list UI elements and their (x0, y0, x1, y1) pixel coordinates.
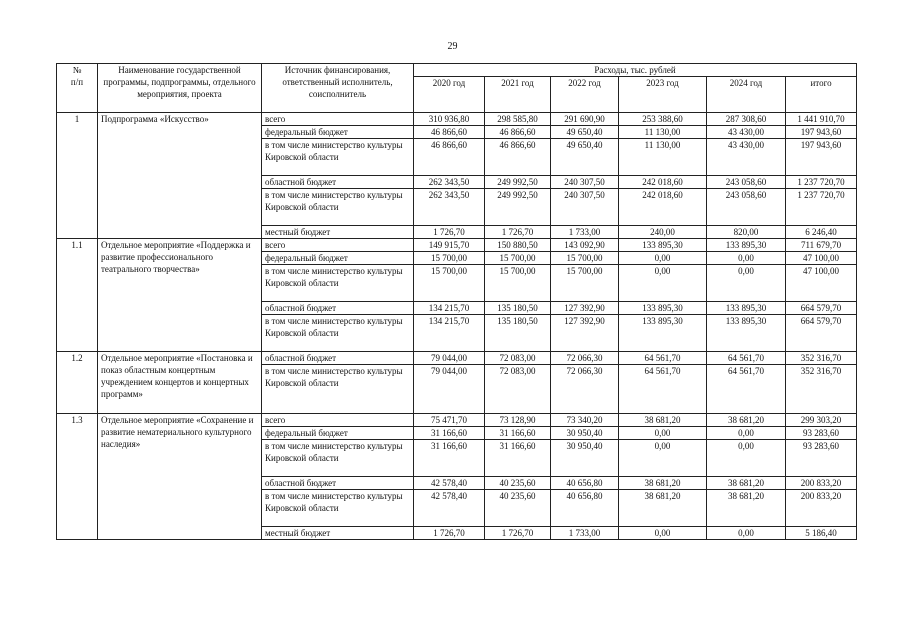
year-value: 73 340,20 (551, 414, 619, 427)
year-value: 64 561,70 (619, 352, 707, 365)
year-value: 15 700,00 (551, 252, 619, 265)
funding-source: в том числе министерство культуры Кировской области (262, 365, 414, 414)
year-value: 1 733,00 (551, 226, 619, 239)
table-row (57, 239, 857, 252)
section-index: 1.2 (57, 352, 98, 414)
year-value: 127 392,90 (551, 302, 619, 315)
total-value: 1 237 720,70 (786, 189, 857, 226)
year-value: 42 578,40 (414, 477, 485, 490)
total-value: 197 943,60 (786, 126, 857, 139)
header-total: итого (786, 77, 857, 113)
section-index: 1.3 (57, 414, 98, 540)
header-row (57, 64, 857, 77)
year-value: 31 166,60 (485, 427, 551, 440)
year-value: 15 700,00 (414, 265, 485, 302)
year-value: 243 058,60 (707, 176, 786, 189)
total-value: 1 237 720,70 (786, 176, 857, 189)
year-value: 298 585,80 (485, 113, 551, 126)
year-value: 1 726,70 (485, 527, 551, 540)
year-value: 133 895,30 (707, 302, 786, 315)
year-value: 240 307,50 (551, 176, 619, 189)
total-value: 200 833,20 (786, 477, 857, 490)
year-value: 11 130,00 (619, 139, 707, 176)
table-body (57, 113, 857, 540)
year-value: 310 936,80 (414, 113, 485, 126)
total-value: 1 441 910,70 (786, 113, 857, 126)
year-value: 64 561,70 (707, 352, 786, 365)
year-value: 38 681,20 (707, 490, 786, 527)
funding-source: федеральный бюджет (262, 427, 414, 440)
funding-source: в том числе министерство культуры Кировской области (262, 265, 414, 302)
year-value: 133 895,30 (707, 315, 786, 352)
year-value: 0,00 (707, 265, 786, 302)
year-value: 0,00 (619, 265, 707, 302)
year-value: 72 083,00 (485, 352, 551, 365)
year-value: 0,00 (707, 252, 786, 265)
year-value: 0,00 (707, 427, 786, 440)
year-value: 42 578,40 (414, 490, 485, 527)
total-value: 6 246,40 (786, 226, 857, 239)
year-value: 0,00 (619, 440, 707, 477)
year-value: 38 681,20 (619, 490, 707, 527)
year-value: 127 392,90 (551, 315, 619, 352)
year-value: 64 561,70 (707, 365, 786, 414)
year-value: 133 895,30 (707, 239, 786, 252)
year-value: 38 681,20 (619, 414, 707, 427)
year-value: 1 726,70 (414, 527, 485, 540)
year-value: 135 180,50 (485, 302, 551, 315)
year-value: 64 561,70 (619, 365, 707, 414)
year-value: 249 992,50 (485, 176, 551, 189)
year-value: 40 235,60 (485, 490, 551, 527)
year-value: 49 650,40 (551, 139, 619, 176)
funding-source: в том числе министерство культуры Кировской области (262, 139, 414, 176)
year-value: 133 895,30 (619, 315, 707, 352)
section-index: 1.1 (57, 239, 98, 352)
header-expenses: Расходы, тыс. рублей (414, 64, 857, 77)
year-value: 240 307,50 (551, 189, 619, 226)
total-value: 200 833,20 (786, 490, 857, 527)
funding-source: областной бюджет (262, 302, 414, 315)
year-value: 1 726,70 (414, 226, 485, 239)
year-value: 72 066,30 (551, 352, 619, 365)
table-row (57, 352, 857, 365)
funding-source: областной бюджет (262, 477, 414, 490)
year-value: 72 066,30 (551, 365, 619, 414)
year-value: 135 180,50 (485, 315, 551, 352)
year-value: 240,00 (619, 226, 707, 239)
year-value: 242 018,60 (619, 189, 707, 226)
year-value: 31 166,60 (485, 440, 551, 477)
funding-source: федеральный бюджет (262, 126, 414, 139)
total-value: 93 283,60 (786, 440, 857, 477)
funding-source: местный бюджет (262, 226, 414, 239)
year-value: 133 895,30 (619, 302, 707, 315)
year-value: 49 650,40 (551, 126, 619, 139)
year-value: 133 895,30 (619, 239, 707, 252)
year-value: 249 992,50 (485, 189, 551, 226)
total-value: 352 316,70 (786, 365, 857, 414)
funding-source: в том числе министерство культуры Кировской области (262, 440, 414, 477)
year-value: 243 058,60 (707, 189, 786, 226)
header-name: Наименование государственной программы, подпрограммы, отдельного мероприятия, проекта (98, 64, 262, 113)
year-value: 15 700,00 (485, 265, 551, 302)
funding-source: в том числе министерство культуры Кировской области (262, 189, 414, 226)
year-value: 0,00 (619, 427, 707, 440)
year-value: 46 866,60 (485, 139, 551, 176)
total-value: 299 303,20 (786, 414, 857, 427)
section-name: Отдельное мероприятие «Сохранение и развитие нематериального культурного наследия» (98, 414, 262, 540)
funding-source: областной бюджет (262, 176, 414, 189)
header-year: 2021 год (485, 77, 551, 113)
year-value: 79 044,00 (414, 365, 485, 414)
year-value: 30 950,40 (551, 427, 619, 440)
section-name: Отдельное мероприятие «Поддержка и развитие профессионального театрального творчества» (98, 239, 262, 352)
year-value: 38 681,20 (707, 414, 786, 427)
year-value: 1 726,70 (485, 226, 551, 239)
year-value: 31 166,60 (414, 440, 485, 477)
year-value: 287 308,60 (707, 113, 786, 126)
year-value: 73 128,90 (485, 414, 551, 427)
year-value: 43 430,00 (707, 139, 786, 176)
total-value: 664 579,70 (786, 302, 857, 315)
year-value: 253 388,60 (619, 113, 707, 126)
year-value: 149 915,70 (414, 239, 485, 252)
header-year: 2023 год (619, 77, 707, 113)
year-value: 15 700,00 (414, 252, 485, 265)
table-row (57, 414, 857, 427)
year-value: 242 018,60 (619, 176, 707, 189)
year-value: 30 950,40 (551, 440, 619, 477)
total-value: 47 100,00 (786, 265, 857, 302)
year-value: 40 656,80 (551, 490, 619, 527)
total-value: 664 579,70 (786, 315, 857, 352)
year-value: 72 083,00 (485, 365, 551, 414)
funding-source: в том числе министерство культуры Кировской области (262, 315, 414, 352)
year-value: 0,00 (707, 527, 786, 540)
year-value: 79 044,00 (414, 352, 485, 365)
page-number: 29 (447, 41, 458, 52)
table-row (57, 113, 857, 126)
year-value: 31 166,60 (414, 427, 485, 440)
year-value: 40 235,60 (485, 477, 551, 490)
year-value: 1 733,00 (551, 527, 619, 540)
total-value: 711 679,70 (786, 239, 857, 252)
year-value: 0,00 (707, 440, 786, 477)
total-value: 352 316,70 (786, 352, 857, 365)
funding-source: областной бюджет (262, 352, 414, 365)
year-value: 143 092,90 (551, 239, 619, 252)
year-value: 40 656,80 (551, 477, 619, 490)
year-value: 46 866,60 (414, 126, 485, 139)
total-value: 93 283,60 (786, 427, 857, 440)
section-name: Отдельное мероприятие «Постановка и показ областным концертным учреждением концертов и концертных программ» (98, 352, 262, 414)
total-value: 47 100,00 (786, 252, 857, 265)
header-year: 2022 год (551, 77, 619, 113)
section-name: Подпрограмма «Искусство» (98, 113, 262, 239)
header-year: 2024 год (707, 77, 786, 113)
funding-source: в том числе министерство культуры Кировской области (262, 490, 414, 527)
year-value: 262 343,50 (414, 176, 485, 189)
funding-source: всего (262, 239, 414, 252)
year-value: 134 215,70 (414, 315, 485, 352)
year-value: 15 700,00 (485, 252, 551, 265)
year-value: 0,00 (619, 252, 707, 265)
year-value: 262 343,50 (414, 189, 485, 226)
section-index: 1 (57, 113, 98, 239)
funding-source: всего (262, 414, 414, 427)
year-value: 46 866,60 (485, 126, 551, 139)
year-value: 150 880,50 (485, 239, 551, 252)
year-value: 820,00 (707, 226, 786, 239)
total-value: 197 943,60 (786, 139, 857, 176)
year-value: 11 130,00 (619, 126, 707, 139)
year-value: 134 215,70 (414, 302, 485, 315)
header-year: 2020 год (414, 77, 485, 113)
year-value: 75 471,70 (414, 414, 485, 427)
year-value: 0,00 (619, 527, 707, 540)
funding-source: всего (262, 113, 414, 126)
year-value: 38 681,20 (619, 477, 707, 490)
year-value: 291 690,90 (551, 113, 619, 126)
total-value: 5 186,40 (786, 527, 857, 540)
header-number: № п/п (57, 64, 98, 113)
budget-table (56, 63, 857, 540)
header-source: Источник финансирования, ответственный исполнитель, соисполнитель (262, 64, 414, 113)
year-value: 38 681,20 (707, 477, 786, 490)
year-value: 46 866,60 (414, 139, 485, 176)
funding-source: местный бюджет (262, 527, 414, 540)
year-value: 15 700,00 (551, 265, 619, 302)
year-value: 43 430,00 (707, 126, 786, 139)
funding-source: федеральный бюджет (262, 252, 414, 265)
